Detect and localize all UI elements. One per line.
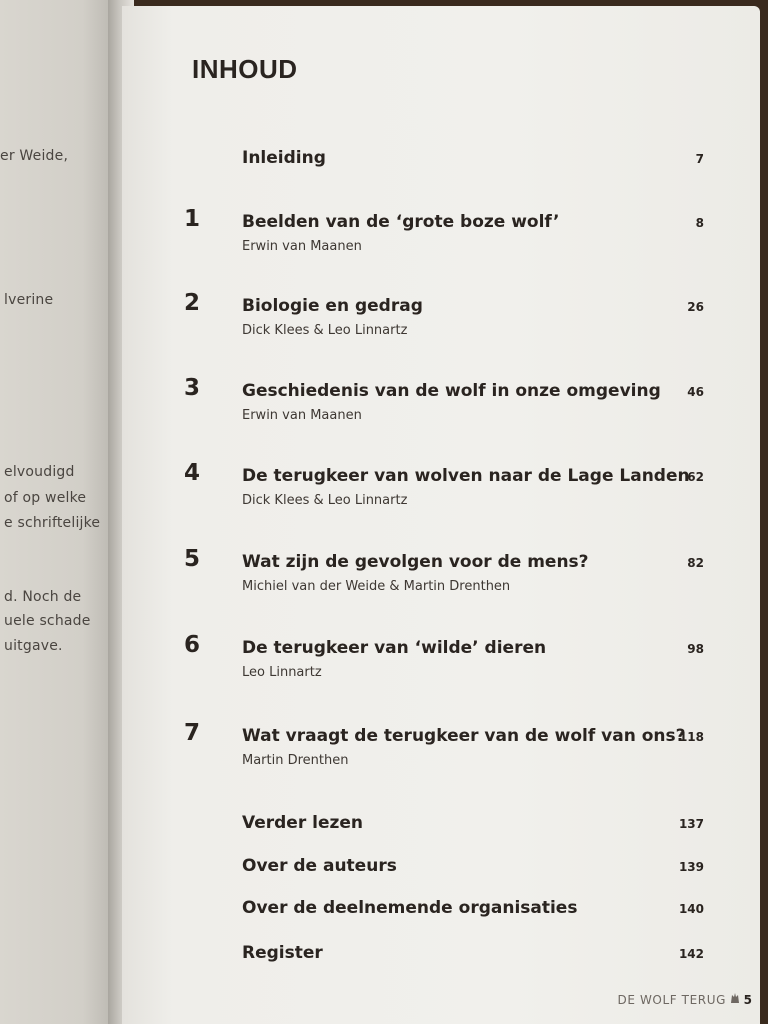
left-page-text-line: elvoudigd	[4, 464, 75, 480]
chapter-author: Erwin van Maanen	[242, 408, 362, 423]
left-page-text-line: uele schade	[4, 613, 91, 629]
chapter-title: Beelden van de ‘grote boze wolf’	[242, 212, 560, 232]
chapter-number: 4	[184, 460, 201, 486]
chapter-number: 7	[184, 720, 201, 746]
chapter-author: Erwin van Maanen	[242, 239, 362, 254]
chapter-page: 118	[678, 730, 704, 744]
toc-entry	[122, 632, 760, 680]
left-page-text-line: d. Noch de	[4, 589, 82, 605]
left-page-text-line: er Weide,	[0, 148, 69, 164]
chapter-page: 26	[687, 300, 704, 314]
toc-entry	[122, 943, 760, 983]
chapter-title: Biologie en gedrag	[242, 296, 423, 316]
chapter-title: Geschiedenis van de wolf in onze omgeving	[242, 381, 661, 401]
chapter-number: 3	[184, 375, 201, 401]
chapter-title: De terugkeer van ‘wilde’ dieren	[242, 638, 547, 658]
chapter-page: 98	[687, 642, 704, 656]
toc-entry	[122, 206, 760, 254]
toc-entry	[122, 546, 760, 594]
chapter-author: Dick Klees & Leo Linnartz	[242, 323, 408, 338]
left-page	[0, 0, 118, 1024]
chapter-page: 82	[687, 556, 704, 570]
toc-entry	[122, 148, 760, 188]
chapter-title: Register	[242, 943, 323, 963]
toc-entry	[122, 375, 760, 423]
footer-book-title: DE WOLF TERUG	[617, 993, 726, 1007]
chapter-author: Leo Linnartz	[242, 665, 322, 680]
toc-title: INHOUD	[192, 54, 298, 84]
chapter-page: 140	[678, 902, 704, 916]
chapter-page: 7	[695, 152, 704, 166]
footer-page-number: 5	[743, 993, 752, 1007]
chapter-number: 6	[184, 632, 201, 658]
toc-page	[122, 6, 760, 1024]
left-page-text-line: e schriftelijke	[4, 515, 101, 531]
chapter-number: 1	[184, 206, 201, 232]
left-page-text-line: lverine	[4, 292, 54, 308]
left-page-text-line: of op welke	[4, 490, 87, 506]
left-page-text-line: uitgave.	[4, 638, 63, 654]
chapter-page: 137	[678, 817, 704, 831]
chapter-number: 2	[184, 290, 201, 316]
chapter-author: Martin Drenthen	[242, 753, 349, 768]
toc-entry	[122, 898, 760, 938]
chapter-author: Dick Klees & Leo Linnartz	[242, 493, 408, 508]
chapter-author: Michiel van der Weide & Martin Drenthen	[242, 579, 511, 594]
chapter-number: 5	[184, 546, 201, 572]
chapter-title: Inleiding	[242, 148, 326, 168]
chapter-title: Wat zijn de gevolgen voor de mens?	[242, 552, 589, 572]
chapter-title: De terugkeer van wolven naar de Lage Landen	[242, 466, 690, 486]
chapter-page: 46	[687, 385, 704, 399]
chapter-title: Verder lezen	[242, 813, 364, 833]
toc-entry	[122, 290, 760, 338]
wolf-logo-icon	[730, 992, 740, 1007]
chapter-title: Over de deelnemende organisaties	[242, 898, 578, 918]
chapter-page: 139	[678, 860, 704, 874]
toc-entry	[122, 720, 760, 768]
toc-entry	[122, 460, 760, 508]
chapter-title: Over de auteurs	[242, 856, 397, 876]
chapter-title: Wat vraagt de terugkeer van de wolf van ons?	[242, 726, 686, 746]
toc-entry	[122, 856, 760, 896]
chapter-page: 8	[695, 216, 704, 230]
chapter-page: 142	[678, 947, 704, 961]
toc-entry	[122, 813, 760, 853]
chapter-page: 62	[687, 470, 704, 484]
